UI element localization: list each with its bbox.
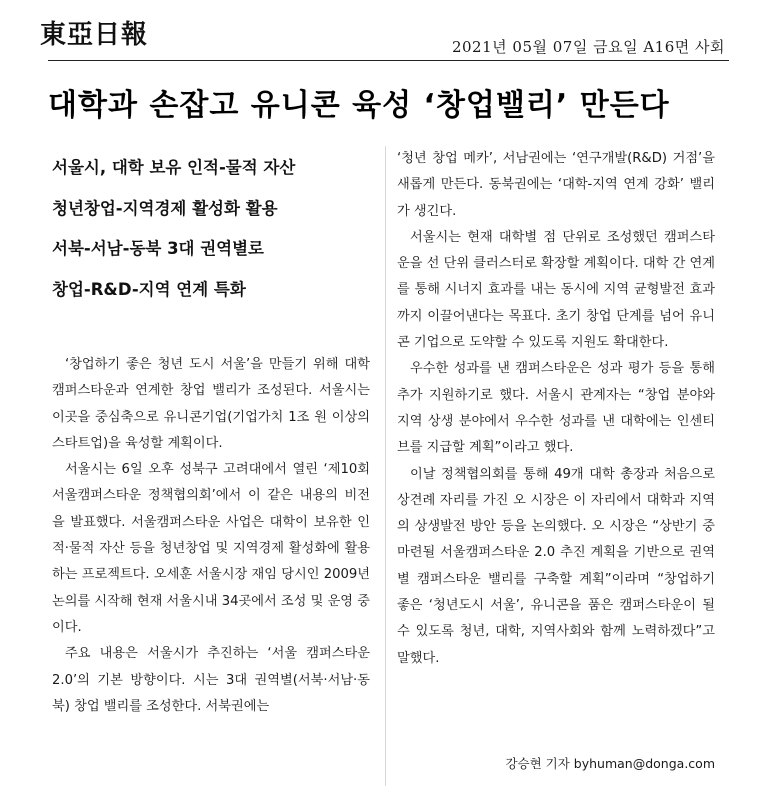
article-paragraph: 우수한 성과를 낸 캠퍼스타운은 성과 평가 등을 통해 추가 지원하기로 했다. 서울시 관계자는 “창업 분야와 지역 상생 분야에서 우수한 성과를 낸 대학에는 인센티브를 지급할 계획”이라고 했다. [397, 361, 715, 456]
dateline: 2021년 05월 07일 금요일 A16면 사회 [451, 38, 725, 56]
header-rule [48, 60, 729, 61]
subheadline-line: 서북-서남-동북 3대 권역별로 [52, 239, 264, 258]
newspaper-masthead: 東亞日報 [40, 20, 149, 50]
subheadline-line: 청년창업-지역경제 활성화 활용 [52, 198, 278, 218]
subheadline-line: 창업-R&D-지역 연계 특화 [52, 279, 246, 299]
article-paragraph: 이날 정책협의회를 통해 49개 대학 총장과 처음으로 상견례 자리를 가진 오 시장은 이 자리에서 대학과 지역의 상생발전 방안 등을 논의했다. 오 시장은 “상반기 중 마련될 서울캠퍼스타운 2.0 추진 계획을 기반으로 권역별 캠퍼스타운 밸리를 구축할 계획”이라며 “창업하기 좋은 ‘청년도시 서울’, 유니콘을 품은 캠퍼스타운이 될 수 있도록 청년, 대학, 지역사회와 함께 노력하겠다”고 말했다. [397, 466, 715, 666]
column-divider [385, 146, 386, 786]
subheadline-line: 서울시, 대학 보유 인적-물적 자산 [52, 158, 296, 177]
article-paragraph: 서울시는 현재 대학별 점 단위로 조성했던 캠퍼스타운을 선 단위 클러스터로 확장할 계획이다. 대학 간 연계를 통해 시너지 효과를 내는 동시에 지역 균형발전 효과까지 이끌어낸다는 목표다. 초기 창업 단계를 넘어 유니콘 기업으로 도약할 수 있도록 지원도 확대한다. [397, 229, 715, 351]
article-paragraph: 주요 내용은 서울시가 추진하는 ‘서울 캠퍼스타운 2.0’의 기본 방향이다. 시는 3대 권역별(서북·서남·동북) 창업 밸리를 조성한다. 서북권에는 [52, 646, 370, 714]
article-left-column [52, 352, 370, 720]
byline: 강승현 기자 byhuman@donga.com [505, 756, 715, 771]
subheadline-block [52, 148, 372, 310]
headline: 대학과 손잡고 유니콘 육성 ‘창업밸리’ 만든다 [48, 88, 670, 123]
article-paragraph: ‘창업하기 좋은 청년 도시 서울’을 만들기 위해 대학 캠퍼스타운과 연계한 창업 밸리가 조성된다. 서울시는 이곳을 중심축으로 유니콘기업(기업가치 1조 원 이상의 스타트업)을 육성할 계획이다. [52, 357, 370, 451]
article-paragraph: 서울시는 6일 오후 성북구 고려대에서 열린 ‘제10회 서울캠퍼스타운 정책협의회’에서 이 같은 내용의 비전을 발표했다. 서울캠퍼스타운 사업은 대학이 보유한 인적·물적 자산 등을 청년창업 및 지역경제 활성화에 활용하는 프로젝트다. 오세훈 서울시장 재임 당시인 2009년 논의를 시작해 현재 서울시내 34곳에서 조성 및 운영 중이다. [52, 462, 370, 635]
article-paragraph: ‘청년 창업 메카’, 서남권에는 ‘연구개발(R&D) 거점’을 새롭게 만든다. 동북권에는 ‘대학-지역 연계 강화’ 밸리가 생긴다. [397, 151, 715, 219]
article-right-column [397, 146, 715, 672]
